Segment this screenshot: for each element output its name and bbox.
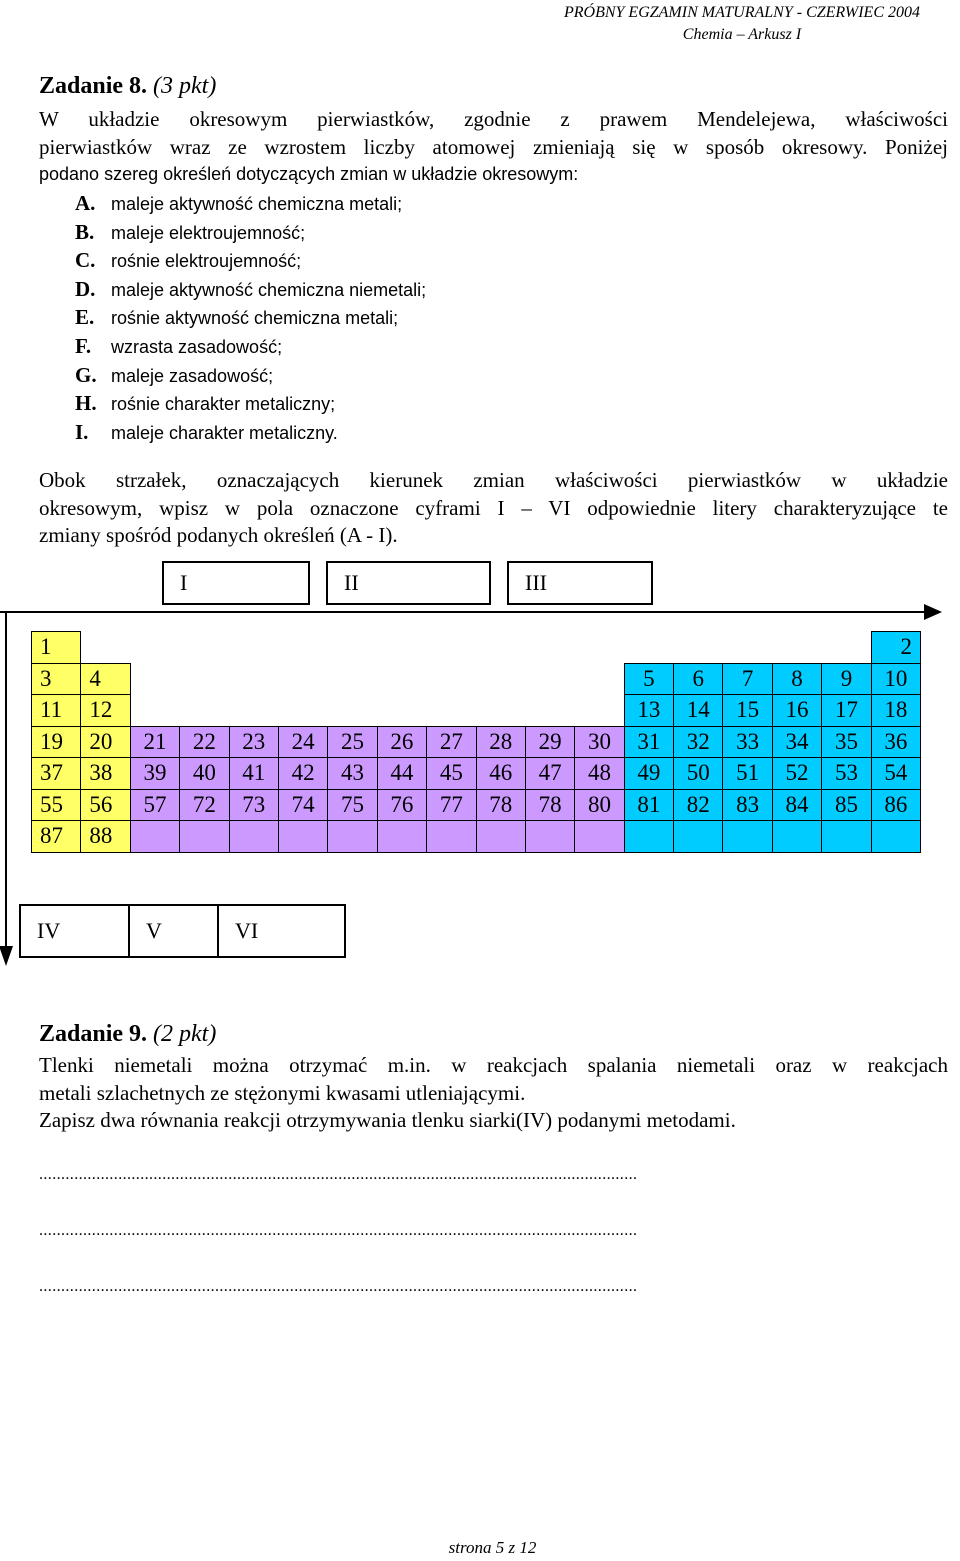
element-cell: 83 <box>723 789 772 821</box>
element-cell <box>822 821 871 853</box>
option-text: rośnie elektroujemność; <box>111 251 302 272</box>
element-cell <box>525 663 574 695</box>
element-cell: 80 <box>575 789 624 821</box>
element-cell: 22 <box>180 726 229 758</box>
option-text: maleje charakter metaliczny. <box>111 422 338 443</box>
element-cell: 19 <box>32 726 81 758</box>
element-cell: 10 <box>871 663 920 695</box>
element-cell: 1 <box>32 632 81 664</box>
element-cell: 82 <box>674 789 723 821</box>
element-cell: 56 <box>81 789 130 821</box>
answer-box-II[interactable]: II <box>326 561 491 605</box>
element-cell <box>476 695 525 727</box>
element-cell <box>130 632 179 664</box>
element-cell: 77 <box>427 789 476 821</box>
exam-subtitle: Chemia – Arkusz I <box>682 26 802 43</box>
element-cell <box>772 821 821 853</box>
table-row <box>32 695 921 727</box>
element-cell: 57 <box>130 789 179 821</box>
table-row <box>32 789 921 821</box>
task9-points: (2 pkt) <box>153 1021 217 1047</box>
element-cell: 14 <box>674 695 723 727</box>
page-number: strona 5 z 12 <box>448 1538 537 1557</box>
element-cell <box>180 821 229 853</box>
element-cell: 30 <box>575 726 624 758</box>
element-cell: 43 <box>328 758 377 790</box>
element-cell: 9 <box>822 663 871 695</box>
element-cell: 42 <box>278 758 327 790</box>
option-text: rośnie charakter metaliczny; <box>111 394 336 415</box>
table-row <box>32 726 921 758</box>
down-arrowhead-icon <box>0 946 13 966</box>
option-letter: H. <box>75 391 97 416</box>
element-cell <box>278 632 327 664</box>
element-cell <box>525 632 574 664</box>
element-cell: 24 <box>278 726 327 758</box>
task8-points: (3 pkt) <box>153 73 217 99</box>
option-text: maleje aktywność chemiczna niemetali; <box>111 279 427 300</box>
answer-box-III[interactable]: III <box>507 561 653 605</box>
element-cell: 2 <box>871 632 920 664</box>
element-cell <box>377 663 426 695</box>
answer-box-VI[interactable]: VI <box>217 904 346 958</box>
table-row <box>32 632 921 664</box>
element-cell: 27 <box>427 726 476 758</box>
element-cell: 38 <box>81 758 130 790</box>
element-cell: 41 <box>229 758 278 790</box>
option-letter: E. <box>75 305 95 330</box>
element-cell <box>624 632 673 664</box>
element-cell <box>377 695 426 727</box>
table-row <box>32 821 921 853</box>
element-cell <box>328 632 377 664</box>
element-cell: 54 <box>871 758 920 790</box>
element-cell <box>229 632 278 664</box>
element-cell: 6 <box>674 663 723 695</box>
element-cell: 88 <box>81 821 130 853</box>
element-cell: 76 <box>377 789 426 821</box>
element-cell <box>130 663 179 695</box>
element-cell <box>278 695 327 727</box>
task9-line: Tlenki niemetali można otrzymać m.in. w reakcjach spalania niemetali oraz w reakcjach <box>39 1053 948 1077</box>
instruction-line: zmiany spośród podanych określeń (A - I). <box>39 523 398 547</box>
option-text: rośnie aktywność chemiczna metali; <box>111 308 399 329</box>
element-cell: 87 <box>32 821 81 853</box>
element-cell <box>130 695 179 727</box>
element-cell: 72 <box>180 789 229 821</box>
element-cell <box>624 821 673 853</box>
element-cell: 11 <box>32 695 81 727</box>
element-cell: 73 <box>229 789 278 821</box>
periodic-table <box>31 631 921 853</box>
element-cell: 55 <box>32 789 81 821</box>
element-cell <box>328 663 377 695</box>
right-arrowhead-icon <box>924 604 942 620</box>
element-cell: 21 <box>130 726 179 758</box>
option-letter: A. <box>75 191 96 215</box>
element-cell: 35 <box>822 726 871 758</box>
element-cell <box>674 632 723 664</box>
element-cell <box>427 663 476 695</box>
option-letter: I. <box>75 419 89 444</box>
element-cell: 34 <box>772 726 821 758</box>
element-cell <box>130 821 179 853</box>
answer-box-IV[interactable]: IV <box>19 904 130 958</box>
element-cell: 40 <box>180 758 229 790</box>
instruction-line: okresowym, wpisz w pola oznaczone cyframi I – VI odpowiednie litery charakteryzujące te <box>39 495 948 520</box>
answer-box-V[interactable]: V <box>128 904 219 958</box>
element-cell: 84 <box>772 789 821 821</box>
element-cell <box>377 821 426 853</box>
element-cell <box>674 821 723 853</box>
element-cell: 51 <box>723 758 772 790</box>
element-cell: 26 <box>377 726 426 758</box>
answer-box-I[interactable]: I <box>162 561 310 605</box>
element-cell <box>427 695 476 727</box>
task9-line: Zapisz dwa równania reakcji otrzymywania tlenku siarki(IV) podanymi metodami. <box>39 1108 736 1132</box>
element-cell <box>476 632 525 664</box>
element-cell: 33 <box>723 726 772 758</box>
element-cell: 4 <box>81 663 130 695</box>
element-cell: 74 <box>278 789 327 821</box>
element-cell <box>575 663 624 695</box>
element-cell <box>822 632 871 664</box>
element-cell: 53 <box>822 758 871 790</box>
task9-text <box>39 1052 948 1135</box>
option-letter: B. <box>75 219 95 244</box>
element-cell: 75 <box>328 789 377 821</box>
element-cell: 18 <box>871 695 920 727</box>
answer-line[interactable]: ........................................................................................................................................ <box>39 1278 638 1295</box>
exam-title: PRÓBNY EGZAMIN MATURALNY - CZERWIEC 2004 <box>563 4 920 21</box>
element-cell <box>476 663 525 695</box>
element-cell <box>723 632 772 664</box>
element-cell <box>229 695 278 727</box>
element-cell: 48 <box>575 758 624 790</box>
element-cell: 3 <box>32 663 81 695</box>
element-cell <box>278 821 327 853</box>
option-text: wzrasta zasadowość; <box>111 336 283 357</box>
task9-number: Zadanie 9. <box>39 1021 148 1047</box>
element-cell: 29 <box>525 726 574 758</box>
element-cell: 37 <box>32 758 81 790</box>
element-cell: 49 <box>624 758 673 790</box>
element-cell: 20 <box>81 726 130 758</box>
task8-intro-line: W układzie okresowym pierwiastków, zgodnie z prawem Mendelejewa, właściwości <box>39 107 948 131</box>
element-cell <box>427 821 476 853</box>
element-cell <box>723 821 772 853</box>
element-cell: 16 <box>772 695 821 727</box>
element-cell: 86 <box>871 789 920 821</box>
option-letter: G. <box>75 362 97 387</box>
element-cell: 12 <box>81 695 130 727</box>
element-cell: 39 <box>130 758 179 790</box>
element-cell <box>772 632 821 664</box>
element-cell <box>525 695 574 727</box>
element-cell: 46 <box>476 758 525 790</box>
element-cell: 5 <box>624 663 673 695</box>
element-cell: 45 <box>427 758 476 790</box>
table-row <box>32 663 921 695</box>
task8-number: Zadanie 8. <box>39 73 148 99</box>
element-cell: 78 <box>525 789 574 821</box>
element-cell <box>180 695 229 727</box>
option-text: maleje zasadowość; <box>111 365 274 386</box>
element-cell: 36 <box>871 726 920 758</box>
task9-title <box>39 1021 216 1048</box>
element-cell: 13 <box>624 695 673 727</box>
element-cell: 52 <box>772 758 821 790</box>
element-cell: 25 <box>328 726 377 758</box>
element-cell <box>328 821 377 853</box>
element-cell: 50 <box>674 758 723 790</box>
element-cell: 78 <box>476 789 525 821</box>
option-text: maleje elektroujemność; <box>111 222 306 243</box>
task8-intro-line: podano szereg określeń dotyczących zmian w układzie okresowym: <box>39 164 579 184</box>
element-cell <box>328 695 377 727</box>
element-cell: 15 <box>723 695 772 727</box>
element-cell <box>525 821 574 853</box>
task8-intro-line: pierwiastków wraz ze wzrostem liczby atomowej zmieniają się w sposób okresowy. Poniżej <box>39 134 948 159</box>
element-cell: 28 <box>476 726 525 758</box>
answer-line[interactable]: ........................................................................................................................................ <box>39 1222 638 1239</box>
element-cell <box>871 821 920 853</box>
element-cell: 32 <box>674 726 723 758</box>
element-cell <box>377 632 426 664</box>
element-cell <box>180 663 229 695</box>
element-cell: 85 <box>822 789 871 821</box>
option-text: maleje aktywność chemiczna metali; <box>111 194 403 214</box>
element-cell: 7 <box>723 663 772 695</box>
option-letter: D. <box>75 276 96 301</box>
element-cell <box>278 663 327 695</box>
element-cell <box>180 632 229 664</box>
element-cell <box>427 632 476 664</box>
element-cell: 31 <box>624 726 673 758</box>
element-cell <box>575 632 624 664</box>
element-cell: 47 <box>525 758 574 790</box>
table-row <box>32 758 921 790</box>
element-cell: 44 <box>377 758 426 790</box>
element-cell <box>229 663 278 695</box>
element-cell <box>476 821 525 853</box>
element-cell <box>229 821 278 853</box>
instruction-line: Obok strzałek, oznaczających kierunek zmian właściwości pierwiastków w układzie <box>39 468 948 492</box>
element-cell: 23 <box>229 726 278 758</box>
answer-line[interactable]: ........................................................................................................................................ <box>39 1166 638 1183</box>
element-cell <box>575 695 624 727</box>
task9-line: metali szlachetnych ze stężonymi kwasami utleniającymi. <box>39 1080 526 1105</box>
option-letter: C. <box>75 248 96 273</box>
element-cell <box>575 821 624 853</box>
element-cell: 8 <box>772 663 821 695</box>
element-cell <box>81 632 130 664</box>
element-cell: 17 <box>822 695 871 727</box>
element-cell: 81 <box>624 789 673 821</box>
option-letter: F. <box>75 333 92 358</box>
